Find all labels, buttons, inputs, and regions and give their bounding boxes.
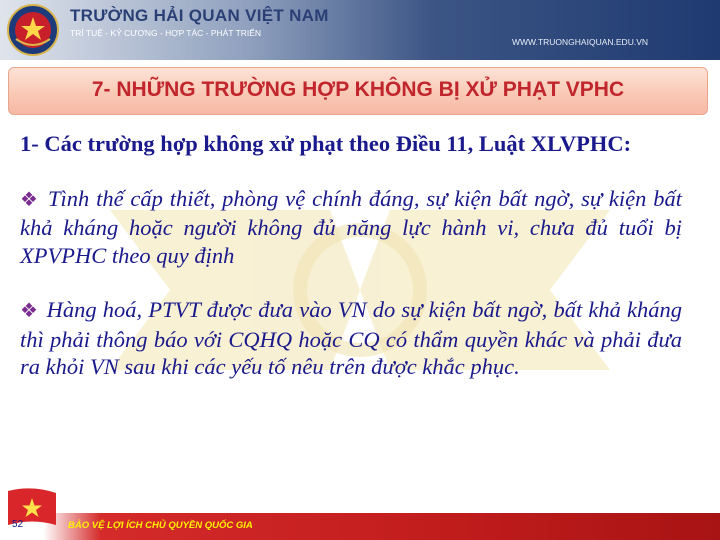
section-heading: 1- Các trường hợp không xử phạt theo Điều 11, Luật XLVPHC: [20,131,632,156]
page-number: 52 [12,519,24,530]
diamond-bullet-icon: ❖ [20,300,39,322]
footer-slogan: BẢO VỆ LỢI ÍCH CHỦ QUYỀN QUỐC GIA [68,520,253,531]
school-name: TRƯỜNG HẢI QUAN VIỆT NAM [70,6,329,25]
title-bar [8,67,708,115]
bullet-text: Tình thế cấp thiết, phòng vệ chính đáng, sự kiện bất ngờ, sự kiện bất khả kháng hoặc người không đủ năng lực hành vi, chưa đủ tuổi bị XPVPHC theo quy định [20,185,682,268]
vietnam-flag-icon [2,485,62,540]
customs-emblem-icon [6,3,60,57]
bullet-item [20,296,682,381]
slide-title: 7- NHỮNG TRƯỜNG HỢP KHÔNG BỊ XỬ PHẠT VPHC [91,78,625,101]
website-link[interactable]: WWW.TRUONGHAIQUAN.EDU.VN [512,37,648,47]
diamond-bullet-icon: ❖ [20,188,40,211]
footer [0,505,720,540]
bullet-text: Hàng hoá, PTVT được đưa vào VN do sự kiện bất ngờ, bất khả kháng thì phải thông báo với CQHQ hoặc CQ có thẩm quyền khác và phải đưa ra khỏi VN sau khi các yếu tố nêu trên được khắc phục. [20,297,683,379]
school-motto: TRÍ TUỆ - KỶ CƯƠNG - HỢP TÁC - PHÁT TRIỂN [70,28,262,38]
slide-content [20,130,682,381]
header-band [0,0,720,60]
bullet-item [20,185,682,270]
